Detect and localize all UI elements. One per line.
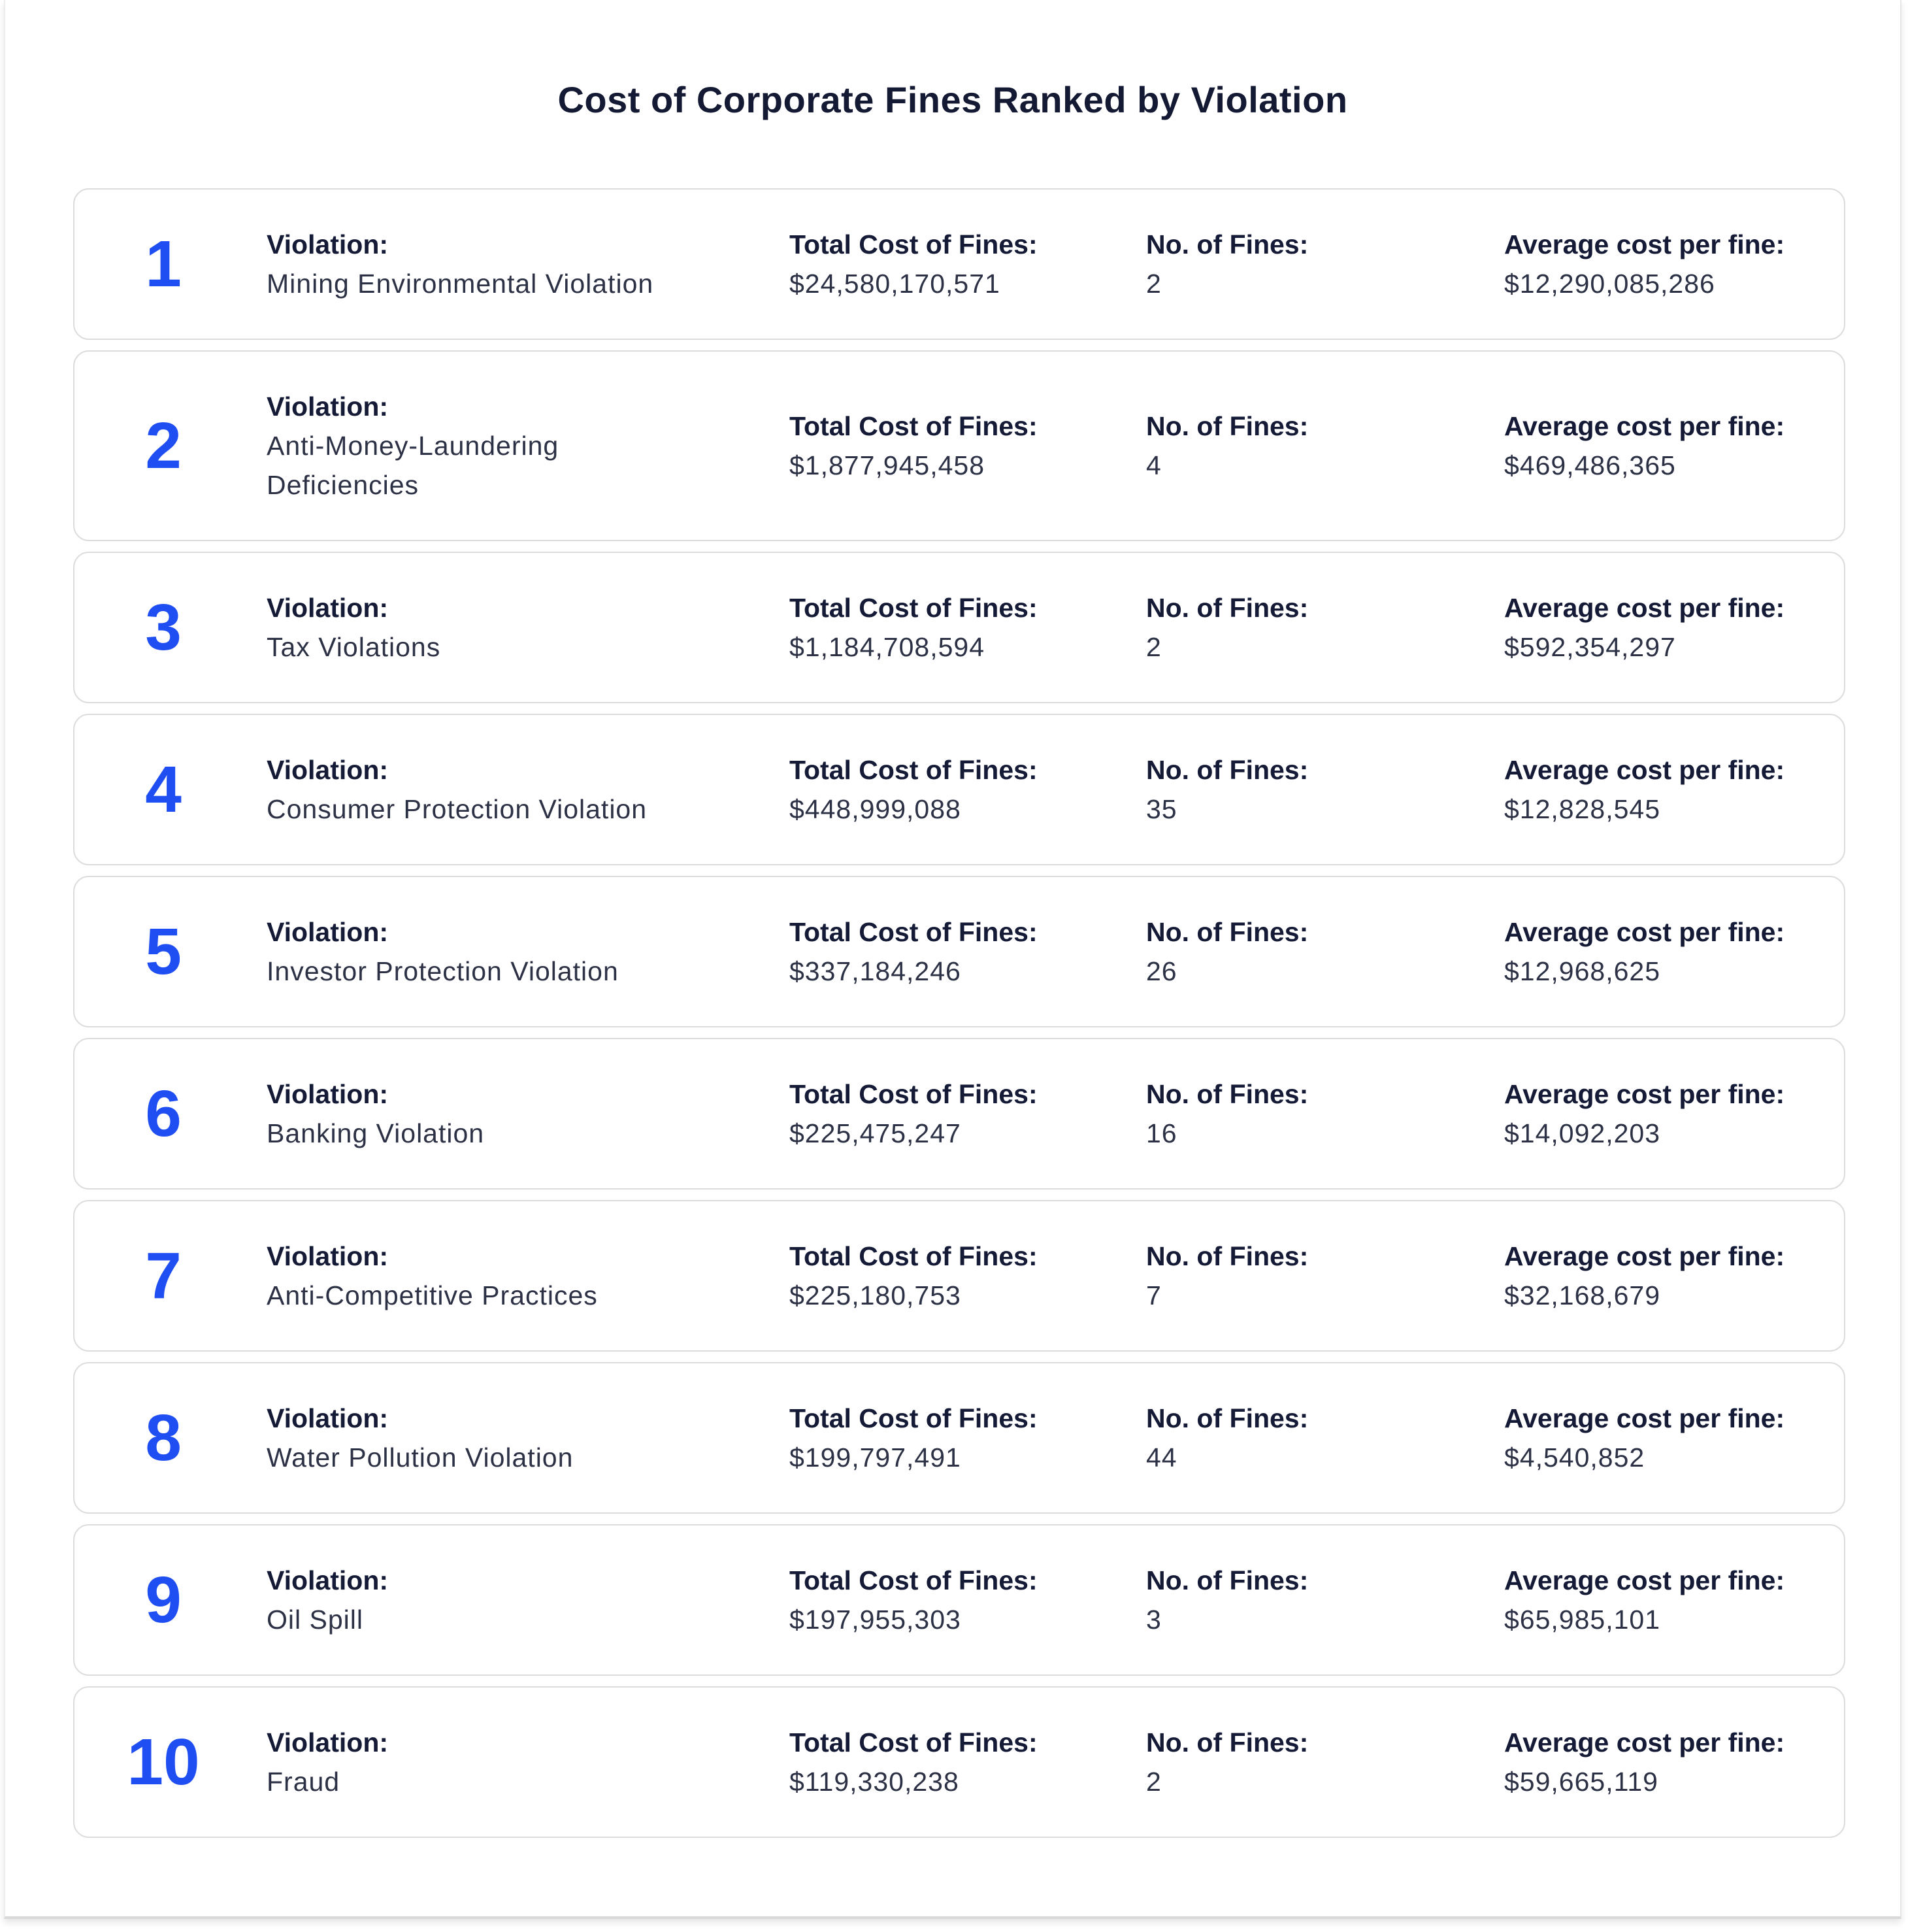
violation-label: Violation: (267, 1241, 389, 1271)
average-cost-cell (1504, 407, 1831, 485)
violation-value: Mining Environmental Violation (267, 269, 654, 299)
ranking-row (73, 876, 1845, 1027)
page-title: Cost of Corporate Fines Ranked by Violation (557, 79, 1348, 120)
total-cost-label: Total Cost of Fines: (789, 229, 1038, 259)
total-cost-value: $197,955,303 (789, 1605, 961, 1635)
ranking-row (73, 552, 1845, 703)
fine-count-cell (1146, 1399, 1473, 1477)
rank-number: 7 (145, 1239, 182, 1312)
fine-count-label: No. of Fines: (1146, 1403, 1309, 1433)
violation-cell (267, 750, 737, 829)
fine-count-label: No. of Fines: (1146, 411, 1309, 441)
total-cost-cell (789, 407, 1129, 485)
total-cost-label: Total Cost of Fines: (789, 411, 1038, 441)
average-cost-label: Average cost per fine: (1504, 755, 1785, 785)
fine-count-value: 4 (1146, 450, 1162, 480)
total-cost-label: Total Cost of Fines: (789, 593, 1038, 623)
ranking-row (73, 1686, 1845, 1838)
rank-number: 6 (145, 1077, 182, 1150)
fine-count-label: No. of Fines: (1146, 1241, 1309, 1271)
average-cost-label: Average cost per fine: (1504, 1727, 1785, 1757)
fine-count-cell (1146, 407, 1473, 485)
violation-value: Tax Violations (267, 632, 441, 662)
average-cost-label: Average cost per fine: (1504, 229, 1785, 259)
violation-label: Violation: (267, 1079, 389, 1109)
total-cost-cell (789, 1237, 1129, 1315)
violation-value: Anti-Money-Laundering Deficiencies (267, 431, 559, 500)
total-cost-cell (789, 588, 1129, 667)
total-cost-value: $337,184,246 (789, 956, 961, 986)
violation-value: Investor Protection Violation (267, 956, 619, 986)
fine-count-value: 16 (1146, 1118, 1177, 1148)
violation-cell (267, 1074, 737, 1153)
rank-number: 10 (127, 1725, 200, 1799)
fine-count-cell (1146, 1561, 1473, 1639)
average-cost-label: Average cost per fine: (1504, 593, 1785, 623)
violation-cell (267, 1237, 737, 1315)
total-cost-cell (789, 1399, 1129, 1477)
average-cost-value: $592,354,297 (1504, 632, 1676, 662)
fine-count-label: No. of Fines: (1146, 1565, 1309, 1595)
rank-number: 8 (145, 1401, 182, 1474)
fine-count-value: 2 (1146, 269, 1162, 299)
total-cost-cell (789, 1074, 1129, 1153)
ranking-row (73, 188, 1845, 340)
average-cost-value: $4,540,852 (1504, 1442, 1645, 1473)
total-cost-value: $24,580,170,571 (789, 269, 1000, 299)
average-cost-value: $14,092,203 (1504, 1118, 1661, 1148)
average-cost-cell (1504, 225, 1831, 303)
average-cost-value: $12,968,625 (1504, 956, 1661, 986)
total-cost-label: Total Cost of Fines: (789, 1241, 1038, 1271)
ranking-row (73, 1362, 1845, 1514)
fine-count-value: 2 (1146, 1767, 1162, 1797)
total-cost-cell (789, 225, 1129, 303)
average-cost-label: Average cost per fine: (1504, 1079, 1785, 1109)
average-cost-value: $65,985,101 (1504, 1605, 1661, 1635)
total-cost-label: Total Cost of Fines: (789, 1727, 1038, 1757)
violation-label: Violation: (267, 1403, 389, 1433)
average-cost-cell (1504, 1237, 1831, 1315)
violation-label: Violation: (267, 391, 389, 422)
total-cost-value: $448,999,088 (789, 794, 961, 824)
average-cost-cell (1504, 1074, 1831, 1153)
fine-count-label: No. of Fines: (1146, 593, 1309, 623)
total-cost-label: Total Cost of Fines: (789, 1403, 1038, 1433)
fine-count-value: 7 (1146, 1280, 1162, 1310)
total-cost-value: $1,184,708,594 (789, 632, 985, 662)
rank-number: 3 (145, 591, 182, 664)
infographic-frame (4, 0, 1901, 1919)
average-cost-cell (1504, 1399, 1831, 1477)
average-cost-label: Average cost per fine: (1504, 1565, 1785, 1595)
average-cost-value: $469,486,365 (1504, 450, 1676, 480)
ranking-row (73, 1038, 1845, 1190)
fine-count-value: 2 (1146, 632, 1162, 662)
rank-number: 4 (145, 753, 182, 826)
average-cost-value: $12,828,545 (1504, 794, 1661, 824)
total-cost-label: Total Cost of Fines: (789, 917, 1038, 947)
fine-count-value: 44 (1146, 1442, 1177, 1473)
fine-count-value: 26 (1146, 956, 1177, 986)
total-cost-cell (789, 912, 1129, 991)
fine-count-cell (1146, 1074, 1473, 1153)
total-cost-cell (789, 1561, 1129, 1639)
fine-count-cell (1146, 1723, 1473, 1801)
fine-count-label: No. of Fines: (1146, 755, 1309, 785)
average-cost-label: Average cost per fine: (1504, 1403, 1785, 1433)
violation-value: Banking Violation (267, 1118, 485, 1148)
ranking-row (73, 714, 1845, 865)
violation-value: Oil Spill (267, 1605, 363, 1635)
ranking-row (73, 1200, 1845, 1352)
fine-count-cell (1146, 1237, 1473, 1315)
violation-label: Violation: (267, 755, 389, 785)
average-cost-label: Average cost per fine: (1504, 917, 1785, 947)
rank-number: 1 (145, 227, 182, 301)
total-cost-value: $225,475,247 (789, 1118, 961, 1148)
violation-cell (267, 1723, 737, 1801)
total-cost-cell (789, 750, 1129, 829)
violation-cell (267, 387, 633, 505)
total-cost-label: Total Cost of Fines: (789, 755, 1038, 785)
violation-label: Violation: (267, 229, 389, 259)
violation-cell (267, 912, 737, 991)
violation-cell (267, 225, 737, 303)
fine-count-value: 3 (1146, 1605, 1162, 1635)
violation-cell (267, 1399, 737, 1477)
total-cost-value: $199,797,491 (789, 1442, 961, 1473)
ranking-list (73, 188, 1845, 1848)
fine-count-label: No. of Fines: (1146, 917, 1309, 947)
violation-value: Consumer Protection Violation (267, 794, 648, 824)
total-cost-label: Total Cost of Fines: (789, 1565, 1038, 1595)
total-cost-cell (789, 1723, 1129, 1801)
average-cost-cell (1504, 1723, 1831, 1801)
ranking-row (73, 1524, 1845, 1676)
total-cost-value: $225,180,753 (789, 1280, 961, 1310)
average-cost-label: Average cost per fine: (1504, 411, 1785, 441)
fine-count-cell (1146, 750, 1473, 829)
violation-cell (267, 1561, 737, 1639)
violation-label: Violation: (267, 593, 389, 623)
fine-count-cell (1146, 912, 1473, 991)
ranking-row (73, 350, 1845, 541)
total-cost-value: $119,330,238 (789, 1767, 959, 1797)
rank-number: 5 (145, 915, 182, 988)
fine-count-value: 35 (1146, 794, 1177, 824)
average-cost-value: $32,168,679 (1504, 1280, 1661, 1310)
fine-count-cell (1146, 225, 1473, 303)
total-cost-value: $1,877,945,458 (789, 450, 985, 480)
rank-number: 2 (145, 409, 182, 482)
fine-count-label: No. of Fines: (1146, 1079, 1309, 1109)
fine-count-cell (1146, 588, 1473, 667)
average-cost-cell (1504, 750, 1831, 829)
violation-value: Fraud (267, 1767, 340, 1797)
violation-value: Water Pollution Violation (267, 1442, 574, 1473)
violation-label: Violation: (267, 1565, 389, 1595)
fine-count-label: No. of Fines: (1146, 1727, 1309, 1757)
violation-label: Violation: (267, 1727, 389, 1757)
average-cost-label: Average cost per fine: (1504, 1241, 1785, 1271)
fine-count-label: No. of Fines: (1146, 229, 1309, 259)
violation-value: Anti-Competitive Practices (267, 1280, 598, 1310)
average-cost-value: $59,665,119 (1504, 1767, 1658, 1797)
violation-label: Violation: (267, 917, 389, 947)
average-cost-cell (1504, 588, 1831, 667)
violation-cell (267, 588, 737, 667)
average-cost-cell (1504, 1561, 1831, 1639)
average-cost-value: $12,290,085,286 (1504, 269, 1715, 299)
total-cost-label: Total Cost of Fines: (789, 1079, 1038, 1109)
average-cost-cell (1504, 912, 1831, 991)
rank-number: 9 (145, 1563, 182, 1637)
